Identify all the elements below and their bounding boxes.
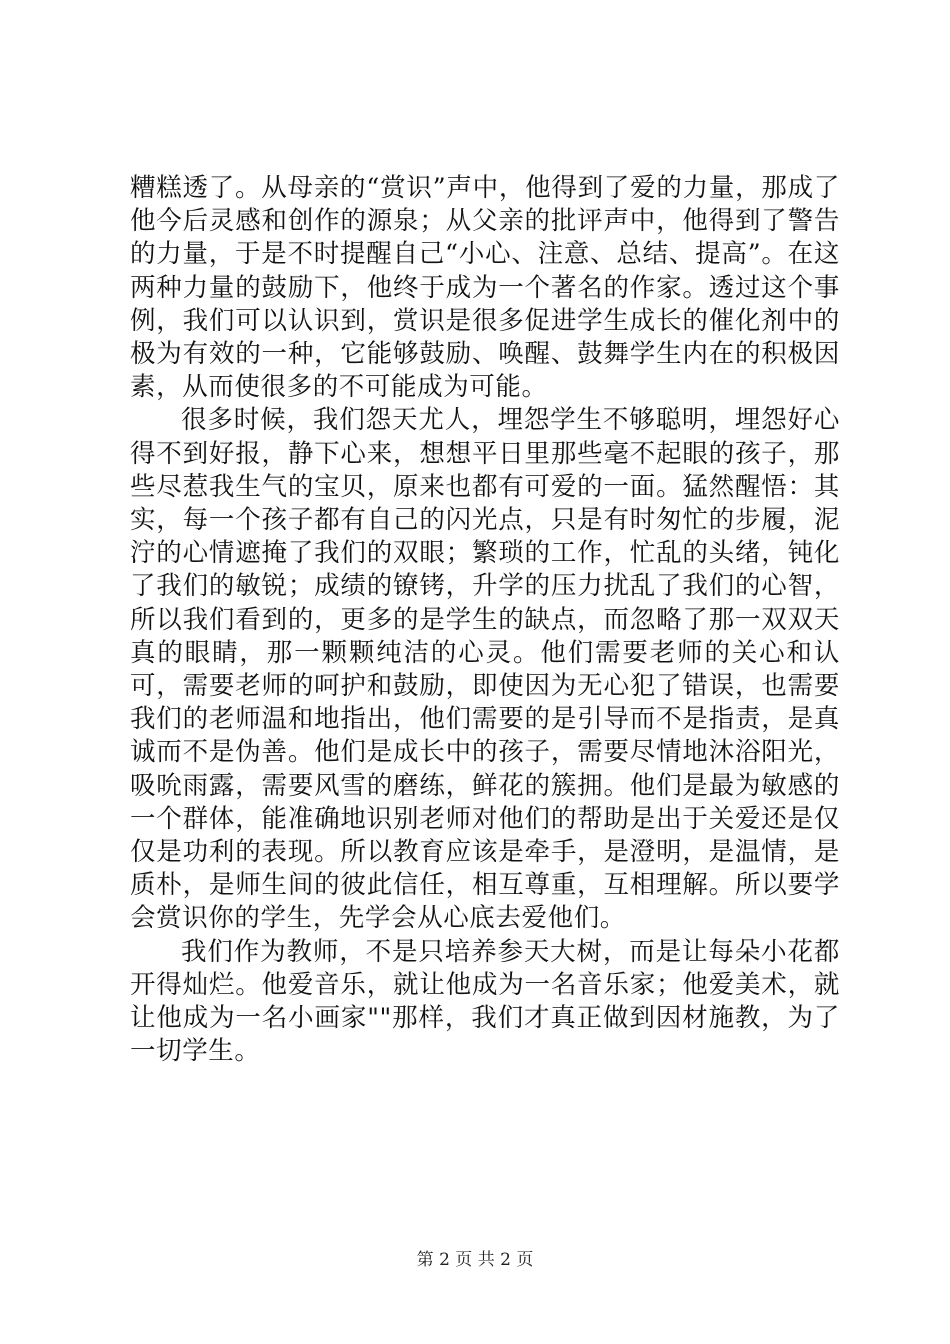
paragraph-2: 很多时候，我们怨天尤人，埋怨学生不够聪明，埋怨好心得不到好报，静下心来，想想平日里那些毫不起眼的孩子，那些尽惹我生气的宝贝，原来也都有可爱的一面。猛然醒悟：其实，每一个孩子都有自己的闪光点，只是有时匆忙的步履，泥泞的心情遮掩了我们的双眼；繁琐的工作，忙乱的头绪，钝化了我们的敏锐；成绩的镣铐，升学的压力扰乱了我们的心智，所以我们看到的，更多的是学生的缺点，而忽略了那一双双天真的眼睛，那一颗颗纯洁的心灵。他们需要老师的关心和认可，需要老师的呵护和鼓励，即使因为无心犯了错误，也需要我们的老师温和地指出，他们需要的是引导而不是指责，是真诚而不是伪善。他们是成长中的孩子，需要尽情地沐浴阳光，吸吮雨露，需要风雪的磨练，鲜花的簇拥。他们是最为敏感的一个群体，能准确地识别老师对他们的帮助是出于关爱还是仅仅是功利的表现。所以教育应该是牵手，是澄明，是温情，是质朴，是师生间的彼此信任，相互尊重，互相理解。所以要学会赏识你的学生，先学会从心底去爱他们。 — [130, 405, 840, 934]
page-number-label: 第 2 页 共 2 页 — [416, 1250, 534, 1270]
paragraph-1: 糟糕透了。从母亲的“赏识”声中，他得到了爱的力量，那成了他今后灵感和创作的源泉；从父亲的批评声中，他得到了警告的力量，于是不时提醒自己“小心、注意、总结、提高”。在这两种力量的鼓励下，他终于成为一个著名的作家。透过这个事例，我们可以认识到，赏识是很多促进学生成长的催化剂中的极为有效的一种，它能够鼓励、唤醒、鼓舞学生内在的积极因素，从而使很多的不可能成为可能。 — [130, 173, 840, 403]
body-text — [130, 172, 840, 1068]
page-footer — [0, 1245, 950, 1270]
paragraph-3: 我们作为教师，不是只培养参天大树，而是让每朵小花都开得灿烂。他爱音乐，就让他成为一名音乐家；他爱美术，就让他成为一名小画家""那样，我们才真正做到因材施教，为了一切学生。 — [130, 936, 840, 1067]
